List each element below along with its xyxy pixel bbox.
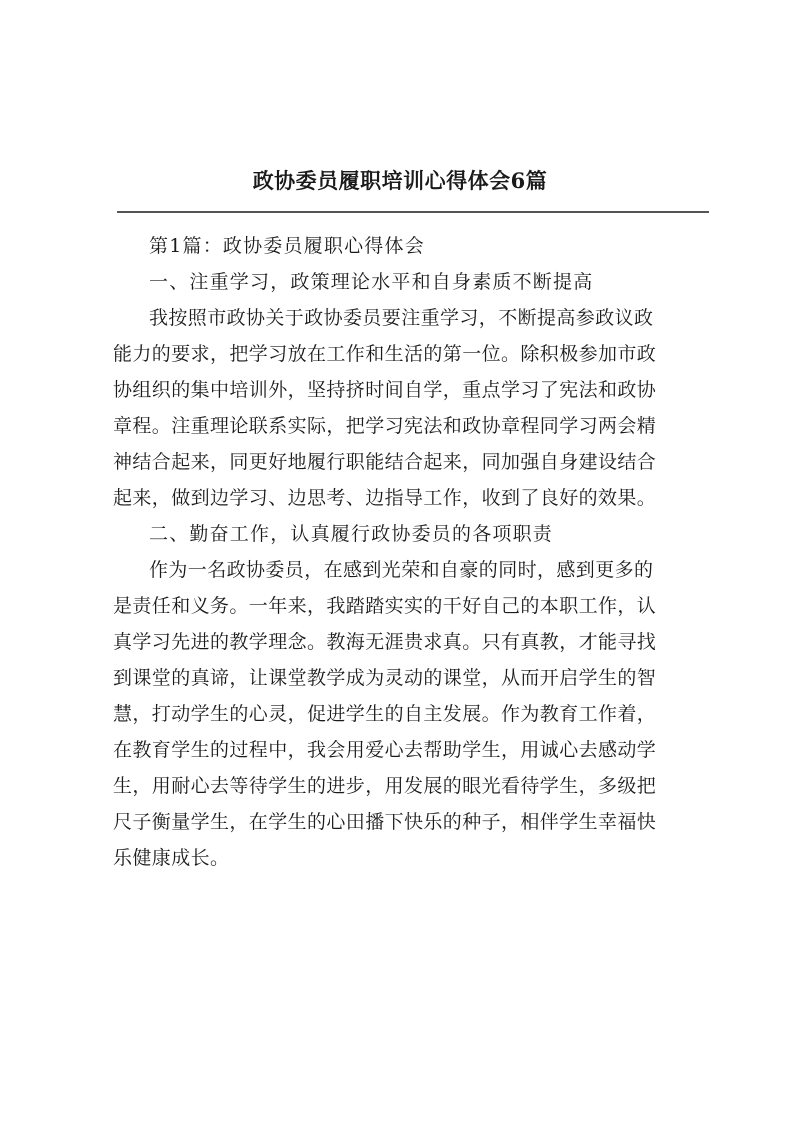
paragraph-line: 我按照市政协关于政协委员要注重学习，不断提高参政议政	[149, 307, 654, 329]
subsection-heading: 二、勤奋工作，认真履行政协委员的各项职责	[149, 523, 554, 545]
subsection-heading: 一、注重学习，政策理论水平和自身素质不断提高	[149, 271, 594, 293]
paragraph-line: 乐健康成长。	[113, 847, 230, 869]
paragraph-line: 到课堂的真谛，让课堂教学成为灵动的课堂，从而开启学生的智	[113, 667, 657, 689]
paragraph-line: 生，用耐心去等待学生的进步，用发展的眼光看待学生，多级把	[113, 775, 657, 797]
paragraph-line: 作为一名政协委员，在感到光荣和自豪的同时，感到更多的	[149, 559, 654, 581]
paragraph-line: 协组织的集中培训外，坚持挤时间自学，重点学习了宪法和政协	[113, 379, 657, 401]
paragraph-line: 神结合起来，同更好地履行职能结合起来，同加强自身建设结合	[113, 451, 657, 473]
paragraph-line: 能力的要求，把学习放在工作和生活的第一位。除积极参加市政	[113, 343, 657, 365]
title-divider	[117, 211, 709, 213]
paragraph-line: 是责任和义务。一年来，我踏踏实实的干好自己的本职工作，认	[113, 595, 657, 617]
paragraph-line: 真学习先进的教学理念。教海无涯贵求真。只有真教，才能寻找	[113, 631, 657, 653]
paragraph-line: 在教育学生的过程中，我会用爱心去帮助学生，用诚心去感动学	[113, 739, 657, 761]
paragraph-line: 起来，做到边学习、边思考、边指导工作，收到了良好的效果。	[113, 487, 657, 509]
section-heading: 第1篇：政协委员履职心得体会	[149, 235, 425, 257]
document-body	[113, 228, 713, 876]
paragraph-line: 慧，打动学生的心灵，促进学生的自主发展。作为教育工作着，	[113, 703, 657, 725]
paragraph-line: 章程。注重理论联系实际，把学习宪法和政协章程同学习两会精	[113, 415, 657, 437]
document-title: 政协委员履职培训心得体会6篇	[252, 168, 548, 193]
paragraph-line: 尺子衡量学生，在学生的心田播下快乐的种子，相伴学生幸福快	[113, 811, 657, 833]
